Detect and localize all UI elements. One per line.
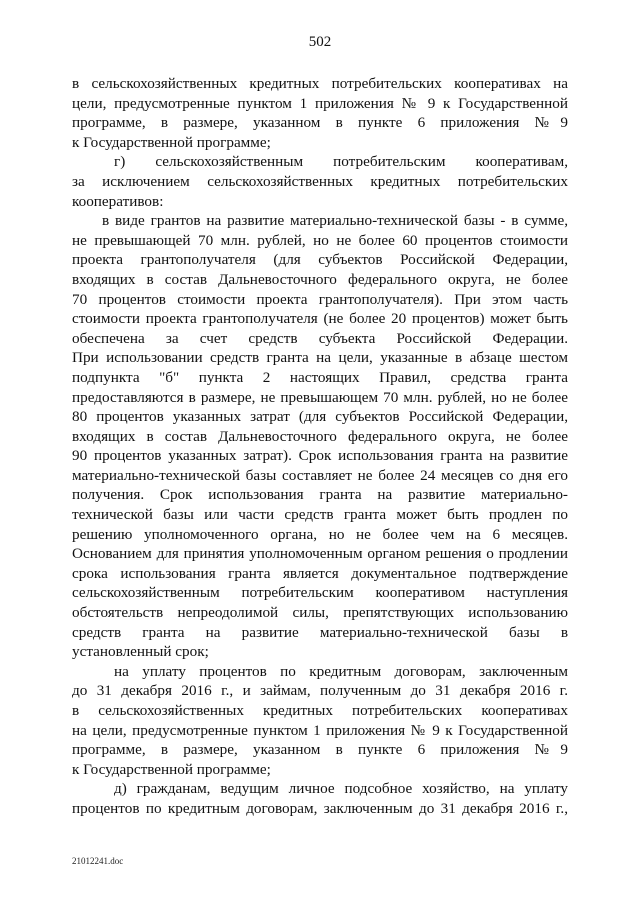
text-line: 70 процентов стоимости проекта грантополучателя). При этом часть [72,290,568,308]
text-line: обстоятельств непреодолимой силы, препятствующих использованию [72,604,568,622]
text-line: обеспечена за счет средств субъекта Российской Федерации. [72,329,568,347]
text-line: подпункта "б" пункта 2 настоящих Правил, средства гранта [72,368,568,386]
text-line: цели, предусмотренные пунктом 1 приложения № 9 к Государственной [72,94,568,112]
text-line: 90 процентов указанных затрат). Срок использования гранта на развитие [72,447,568,465]
text-line: получения. Срок использования гранта на развитие материально- [72,486,568,504]
text-line: г) сельскохозяйственным потребительским кооперативам, [114,153,568,171]
text-line: 80 процентов указанных затрат (для субъектов Российской Федерации, [72,408,568,426]
text-line: не превышающей 70 млн. рублей, но не более 60 процентов стоимости [72,231,568,249]
text-line: входящих в состав Дальневосточного федерального округа, не более [72,270,568,288]
text-line: на цели, предусмотренные пунктом 1 приложения № 9 к Государственной [72,721,568,739]
text-line: сельскохозяйственным потребительским кооперативом наступления [72,584,568,602]
text-line: установленный срок; [72,643,209,661]
text-line: в сельскохозяйственных кредитных потребительских кооперативах [72,702,568,719]
text-line: Основанием для принятия уполномоченным органом решения о продлении [72,545,568,563]
text-line: за исключением сельскохозяйственных кредитных потребительских [72,172,568,190]
page-number: 502 [308,34,332,50]
text-line: в виде грантов на развитие материально-технической базы - в сумме, [102,212,568,230]
text-line: к Государственной программе; [72,760,271,778]
text-line: к Государственной программе; [72,133,271,151]
text-line: на уплату процентов по кредитным договорам, заключенным [114,662,568,680]
text-line: средств гранта на развитие материально-технической базы в [72,623,568,641]
text-line: процентов по кредитным договорам, заключенным до 31 декабря 2016 г., [72,799,568,817]
text-line: проекта грантополучателя (для субъектов Российской Федерации, [72,251,568,269]
text-line: материально-технической базы составляет не более 24 месяцев со дня его [72,466,568,484]
text-line: д) гражданам, ведущим личное подсобное хозяйство, на уплату [114,780,568,798]
text-line: предоставляются в размере, не превышающем 70 млн. рублей, но не более [72,388,568,406]
text-line: входящих в состав Дальневосточного федерального округа, не более [72,427,568,445]
document-body [72,74,568,819]
text-line: срока использования гранта является документальное подтверждение [72,564,568,582]
text-line: в сельскохозяйственных кредитных потребительских кооперативах на [72,75,568,92]
text-line: программе, в размере, указанном в пункте 6 приложения №9 [72,741,568,759]
text-line: технической базы или части средств гранта может быть продлен по [72,506,568,524]
text-line: до 31 декабря 2016 г., и займам, полученным до 31 декабря 2016 г. [72,682,568,700]
text-line: стоимости проекта грантополучателя (не более 20 процентов) может быть [72,310,568,328]
text-line: решению уполномоченного органа, но не более чем на 6 месяцев. [72,525,568,543]
text-line: программе, в размере, указанном в пункте 6 приложения №9 [72,114,568,132]
text-line: кооперативов: [72,192,164,210]
text-line: При использовании средств гранта на цели, указанные в абзаце шестом [72,349,568,367]
file-name-footer: 21012241.doc [72,856,124,866]
